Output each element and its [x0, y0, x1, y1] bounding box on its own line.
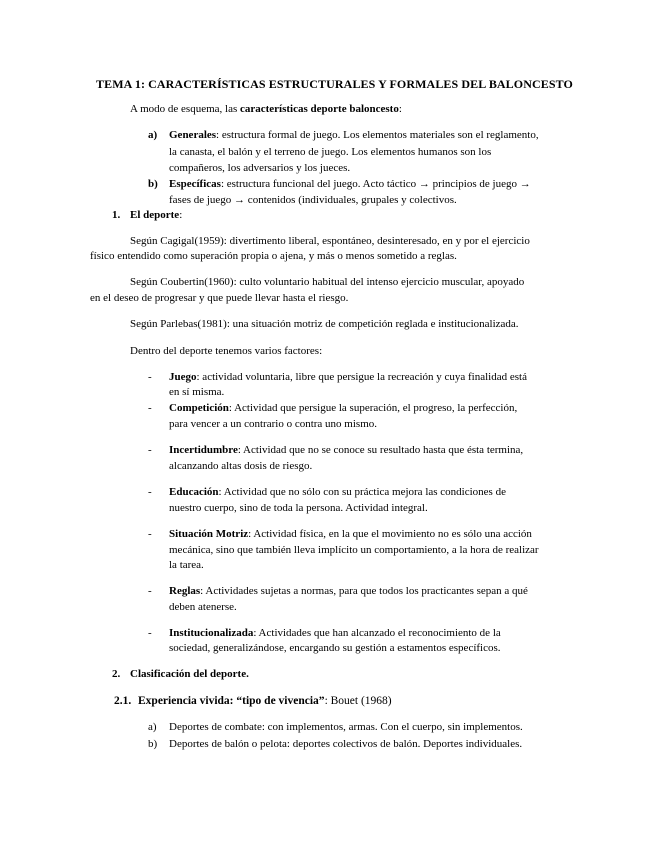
bullet: - — [148, 528, 152, 540]
list-marker-b: b) — [148, 738, 158, 750]
document-title: TEMA 1: CARACTERÍSTICAS ESTRUCTURALES Y FORMALES DEL BALONCESTO — [96, 77, 573, 91]
factor-situacion-motriz: Situación Motriz: Actividad física, en la que el movimiento no es sólo una acción — [169, 528, 532, 540]
factor-line: la tarea. — [169, 559, 204, 571]
list-item-line: la canasta, el balón y el terreno de juego. Los elementos humanos son los — [169, 146, 492, 158]
section-2-1-number: 2.1. — [114, 695, 132, 707]
bullet: - — [148, 444, 152, 456]
factor-educacion: Educación: Actividad que no sólo con su práctica mejora las condiciones de — [169, 486, 506, 498]
bullet: - — [148, 627, 152, 639]
factor-line: mecánica, sino que también lleva implícito un comportamiento, a la hora de realizar — [169, 544, 539, 556]
section-2-1-heading: Experiencia vivida: “tipo de vivencia”: Bouet (1968) — [138, 695, 392, 707]
intro-paragraph: A modo de esquema, las características deporte baloncesto: — [130, 103, 402, 115]
factor-incertidumbre: Incertidumbre: Actividad que no se conoce su resultado hasta que ésta termina, — [169, 444, 524, 456]
definition-line: en el deseo de progresar y que puede llevar hasta el riesgo. — [90, 292, 349, 304]
list-item-especificas: Específicas: estructura funcional del juego. Acto táctico → principios de juego → — [169, 178, 531, 190]
section-1-heading: El deporte: — [130, 209, 183, 221]
factor-reglas: Reglas: Actividades sujetas a normas, para que todos los practicantes sepan a qué — [169, 585, 528, 597]
definition-parlebas: Según Parlebas(1981): una situación motriz de competición reglada e institucionalizada. — [130, 318, 519, 330]
factor-line: nuestro cuerpo, sino de toda la persona. Actividad integral. — [169, 502, 428, 514]
section-1-number: 1. — [112, 209, 121, 221]
definition-coubertin: Según Coubertin(1960): culto voluntario habitual del intenso ejercicio muscular, apoyado — [130, 276, 525, 288]
sports-item-combate: Deportes de combate: con implementos, armas. Con el cuerpo, sin implementos. — [169, 721, 523, 733]
factor-line: sociedad, generalizándose, encargando su gestión a estamentos específicos. — [169, 642, 501, 654]
factor-line: alcanzando altas dosis de riesgo. — [169, 460, 313, 472]
factor-line: en sí misma. — [169, 386, 225, 398]
definition-line: físico entendido como superación propia o ajena, y más o menos sometido a reglas. — [90, 250, 457, 262]
factor-competicion: Competición: Actividad que persigue la superación, el progreso, la perfección, — [169, 402, 518, 414]
list-marker-a: a) — [148, 721, 157, 733]
list-marker-a: a) — [148, 129, 158, 141]
bullet: - — [148, 486, 152, 498]
factors-intro: Dentro del deporte tenemos varios factores: — [130, 345, 323, 357]
list-marker-b: b) — [148, 178, 158, 190]
factor-institucionalizada: Institucionalizada: Actividades que han alcanzado el reconocimiento de la — [169, 627, 501, 639]
factor-line: para vencer a un contrario o contra uno mismo. — [169, 418, 378, 430]
section-2-heading: Clasificación del deporte. — [130, 668, 249, 680]
definition-cagigal: Según Cagigal(1959): divertimento liberal, espontáneo, desinteresado, en y por el ejercicio — [130, 235, 530, 247]
factor-line: deben atenerse. — [169, 601, 237, 613]
list-item-line: fases de juego → contenidos (individuales, grupales y colectivos. — [169, 194, 457, 206]
section-2-number: 2. — [112, 668, 121, 680]
sports-item-balon: Deportes de balón o pelota: deportes colectivos de balón. Deportes individuales. — [169, 738, 523, 750]
bullet: - — [148, 585, 152, 597]
bullet: - — [148, 371, 152, 383]
factor-juego: Juego: actividad voluntaria, libre que persigue la recreación y cuya finalidad está — [169, 371, 527, 383]
list-item-line: compañeros, los adversarios y los jueces. — [169, 162, 351, 174]
bullet: - — [148, 402, 152, 414]
list-item-generales: Generales: estructura formal de juego. Los elementos materiales son el reglamento, — [169, 129, 539, 141]
